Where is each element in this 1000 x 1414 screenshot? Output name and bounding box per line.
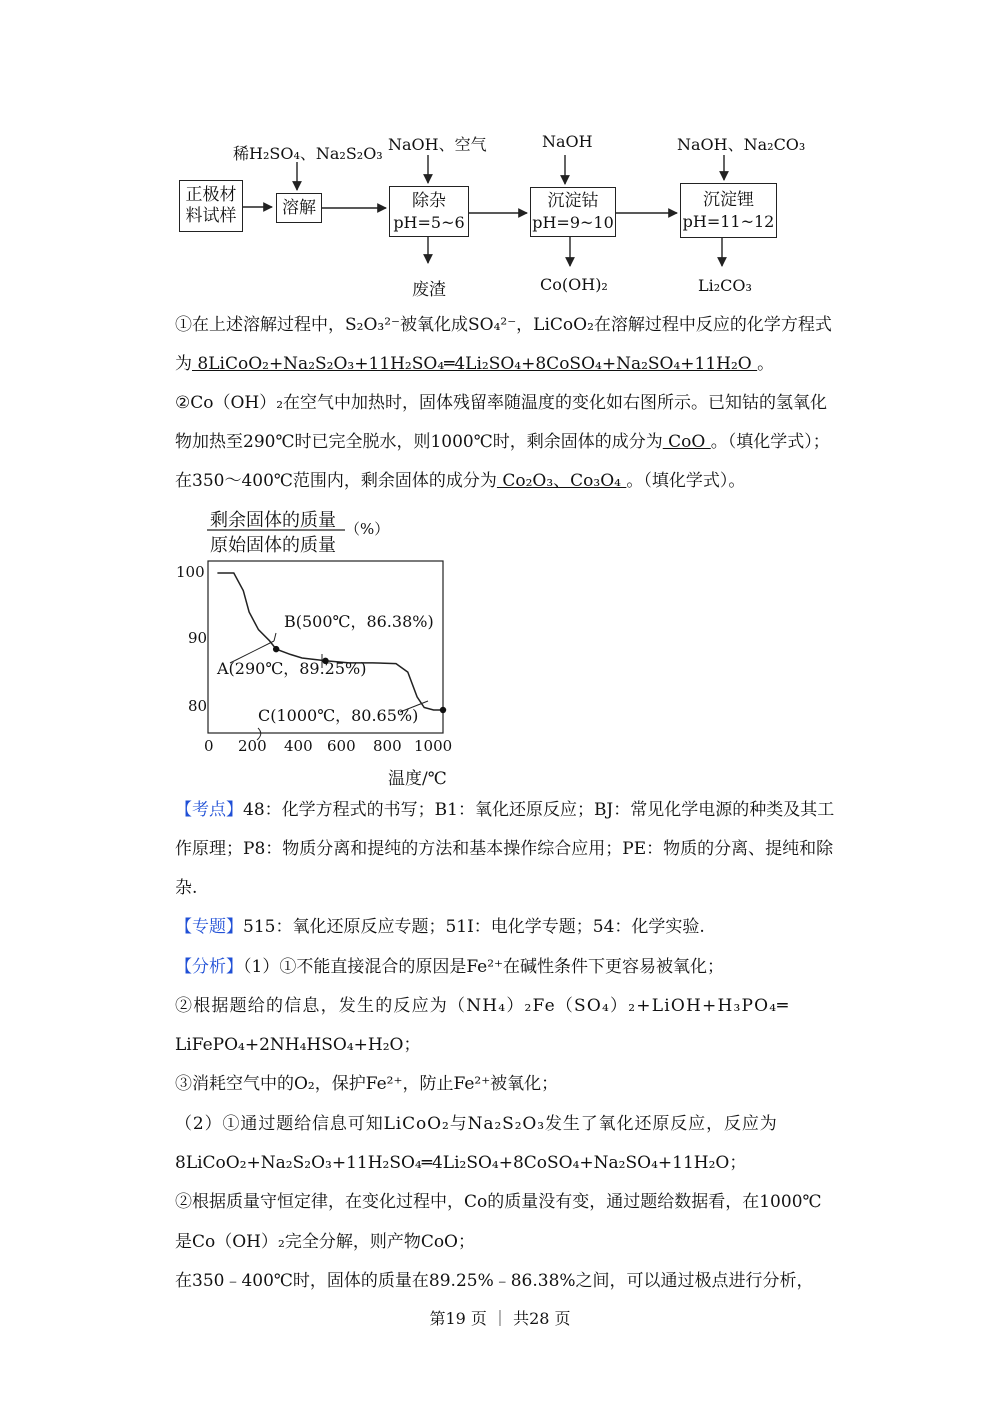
q1-suffix: 。 [757, 354, 775, 374]
fenxi-text-1: （1）①不能直接混合的原因是Fe²⁺在碱性条件下更容易被氧化； [243, 957, 725, 977]
q2-line3-suffix: 。（填化学式）。 [626, 471, 746, 491]
chart-ylabel-denominator: 原始固体的质量 [210, 535, 336, 556]
xtick-0: 0 [204, 737, 214, 755]
kaodian-tag: 【考点】 [175, 800, 243, 820]
analysis-line6: 8LiCoO₂+Na₂S₂O₃+11H₂SO₄═4Li₂SO₄+8CoSO₄+Na₂SO₄+11H₂O； [175, 1153, 747, 1173]
fenxi-tag: 【分析】 [175, 957, 243, 977]
zhuanti-tag: 【专题】 [175, 917, 243, 937]
q1-answer: 8LiCoO₂+Na₂S₂O₃+11H₂SO₄═4Li₂SO₄+8CoSO₄+Na₂SO₄+11H₂O [192, 354, 758, 374]
dissolve-box-label: 溶解 [282, 197, 316, 218]
zhuanti-text: 515：氧化还原反应专题；51I：电化学专题；54：化学实验. [243, 917, 705, 937]
xtick-400: 400 [284, 737, 313, 755]
xtick-1000: 1000 [414, 737, 453, 755]
q1-line1: ①在上述溶解过程中，S₂O₃²⁻被氧化成SO₄²⁻，LiCoO₂在溶解过程中反应的化学方程式 [175, 315, 832, 335]
lithium-reagent: NaOH、Na₂CO₃ [677, 135, 806, 154]
cobalt-output: Co(OH)₂ [540, 275, 608, 294]
zhuanti-line [175, 916, 705, 938]
q1-prefix: 为 [175, 354, 192, 374]
lithium-box-ph: pH=11~12 [682, 211, 775, 231]
q2-answer-350-400: Co₂O₃、Co₃O₄ [496, 471, 627, 491]
impurity-output: 废渣 [412, 280, 446, 300]
chart-xlabel: 温度/℃ [388, 769, 447, 789]
analysis-line4: ③消耗空气中的O₂，保护Fe²⁺，防止Fe²⁺被氧化； [175, 1074, 559, 1094]
q2-line3-prefix: 在350～400℃范围内，剩余固体的成分为 [175, 471, 497, 491]
page-footer: 第19 页 ｜ 共28 页 [429, 1309, 571, 1328]
fenxi-line1 [175, 956, 724, 978]
start-box-label: 正极材料试样 [185, 185, 237, 226]
q2-line1: ②Co（OH）₂在空气中加热时，固体残留率随温度的变化如右图所示。已知钴的氢氧化 [175, 393, 828, 413]
cobalt-box-ph: pH=9~10 [532, 213, 614, 232]
xtick-600: 600 [327, 737, 356, 755]
ytick-90: 90 [188, 629, 208, 647]
point-label-a: A(290℃，89.25%) [217, 659, 367, 678]
xtick-800: 800 [373, 737, 402, 755]
kaodian-line3: 杂. [175, 878, 198, 898]
point-label-c: C(1000℃，80.65%) [258, 706, 419, 725]
dissolve-reagent: 稀H₂SO₄、Na₂S₂O₃ [233, 144, 383, 163]
ytick-80: 80 [188, 697, 208, 715]
point-c [440, 707, 446, 713]
analysis-line8: 是Co（OH）₂完全分解，则产物CoO； [175, 1232, 475, 1252]
chart-ylabel-numerator: 剩余固体的质量 [210, 510, 336, 531]
lithium-box-label: 沉淀锂 [703, 189, 754, 210]
q2-suffix: 。（填化学式）； [710, 432, 830, 452]
lithium-output: Li₂CO₃ [698, 276, 752, 295]
impurity-reagent: NaOH、空气 [388, 135, 487, 154]
chart-ylabel-unit: （%） [345, 520, 390, 538]
ytick-100: 100 [176, 563, 205, 581]
analysis-line7: ②根据质量守恒定律，在变化过程中，Co的质量没有变，通过题给数据看，在1000℃ [175, 1192, 822, 1212]
q2-prefix: 物加热至290℃时已完全脱水，则1000℃时，剩余固体的成分为 [175, 432, 663, 452]
cobalt-box-label: 沉淀钴 [547, 191, 599, 211]
xtick-200: 200 [238, 737, 267, 755]
analysis-line5: （2）①通过题给信息可知LiCoO₂与Na₂S₂O₃发生了氧化还原反应，反应为 [175, 1114, 778, 1134]
q2-answer-1000: CoO [662, 432, 711, 452]
analysis-line2: ②根据题给的信息，发生的反应为（NH₄）₂Fe（SO₄）₂+LiOH+H₃PO₄═ [175, 996, 789, 1016]
impurity-box-label: 除杂 [412, 190, 446, 211]
kaodian-text-1: 48：化学方程式的书写；B1：氧化还原反应；BJ：常见化学电源的种类及其工 [243, 800, 835, 820]
leader-b-left [274, 633, 276, 641]
point-a [273, 646, 279, 652]
data-curve [217, 573, 443, 710]
kaodian-line1 [175, 799, 834, 821]
impurity-box-ph: pH=5~6 [393, 212, 465, 232]
cobalt-reagent: NaOH [542, 132, 593, 151]
kaodian-line2: 作原理；P8：物质分离和提纯的方法和基本操作综合应用；PE：物质的分离、提纯和除 [175, 839, 834, 859]
analysis-line9: 在350﹣400℃时，固体的质量在89.25%﹣86.38%之间，可以通过极点进行分析， [175, 1271, 814, 1291]
point-label-b: B(500℃，86.38%) [284, 612, 434, 631]
analysis-line3: LiFePO₄+2NH₄HSO₄+H₂O； [175, 1035, 421, 1055]
